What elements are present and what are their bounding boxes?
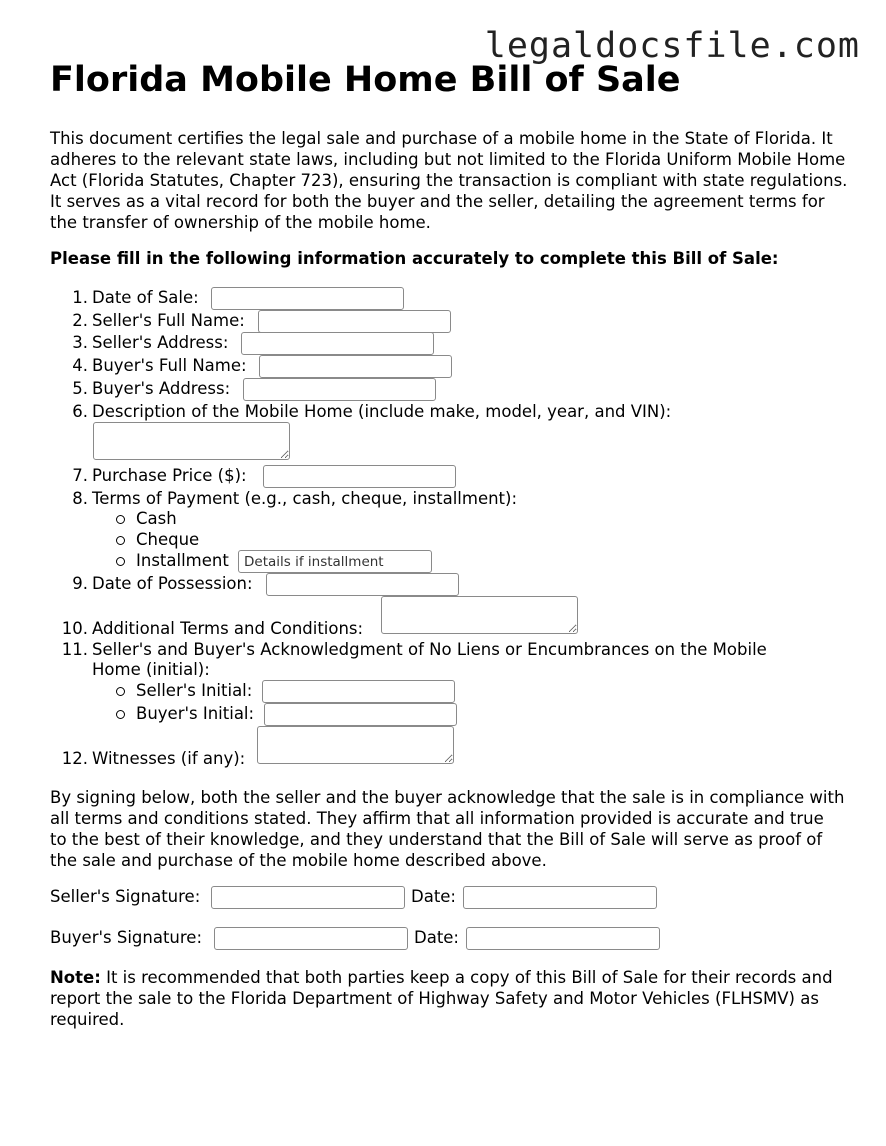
bullet-icon — [116, 536, 125, 545]
buyer-signature-label: Buyer's Signature: — [50, 928, 203, 947]
bullet-icon — [116, 557, 125, 566]
instruction-heading: Please fill in the following information accurately to complete this Bill of Sale: — [50, 249, 779, 268]
buyer-date-label: Date: — [414, 928, 459, 947]
buyer-name-input[interactable] — [259, 355, 452, 378]
note-text: It is recommended that both parties keep a copy of this Bill of Sale for their records and report the sale to the Florida Department of Highway Safety and Motor Vehicles (FLHSMV) as required. — [50, 968, 833, 1029]
bullet-icon — [116, 687, 125, 696]
date-of-possession-input[interactable] — [266, 573, 459, 596]
seller-date-input[interactable] — [463, 886, 657, 909]
buyer-initial-label: Buyer's Initial: — [136, 704, 255, 723]
bullet-icon — [116, 515, 125, 524]
note-paragraph — [50, 967, 845, 1030]
terms-of-payment-label: Terms of Payment (e.g., cash, cheque, installment): — [92, 489, 518, 508]
seller-signature-label: Seller's Signature: — [50, 887, 201, 906]
witnesses-label: Witnesses (if any): — [92, 749, 246, 768]
buyer-signature-input[interactable] — [214, 927, 408, 950]
buyer-address-label: Buyer's Address: — [92, 379, 231, 398]
purchase-price-label: Purchase Price ($): — [92, 466, 247, 485]
item-number-7: 7. — [72, 466, 88, 485]
buyer-date-input[interactable] — [466, 927, 660, 950]
item-number-3: 3. — [72, 333, 88, 352]
note-label: Note: — [50, 968, 101, 987]
seller-address-input[interactable] — [241, 332, 434, 355]
item-number-8: 8. — [72, 489, 88, 508]
payment-option-installment: Installment — [136, 551, 229, 570]
buyer-initial-input[interactable] — [264, 703, 457, 726]
item-number-5: 5. — [72, 379, 88, 398]
watermark: legaldocsfile.com — [484, 26, 860, 66]
seller-initial-label: Seller's Initial: — [136, 681, 253, 700]
payment-option-cash: Cash — [136, 509, 177, 528]
item-number-9: 9. — [72, 574, 88, 593]
acknowledgment-label: Seller's and Buyer's Acknowledgment of No Liens or Encumbrances on the Mobile — [92, 640, 767, 659]
item-number-2: 2. — [72, 311, 88, 330]
date-of-sale-input[interactable] — [211, 287, 404, 310]
item-number-4: 4. — [72, 356, 88, 375]
purchase-price-input[interactable] — [263, 465, 456, 488]
seller-name-input[interactable] — [258, 310, 451, 333]
buyer-address-input[interactable] — [243, 378, 436, 401]
closing-paragraph: By signing below, both the seller and the buyer acknowledge that the sale is in compliance with all terms and conditions stated. They affirm that all information provided is accurate and true to the best of their knowledge, and they understand that the Bill of Sale will serve as proof of the sale and purchase of the mobile home described above. — [50, 788, 845, 870]
item-number-10: 10. — [61, 619, 88, 638]
seller-signature-input[interactable] — [211, 886, 405, 909]
item-number-1: 1. — [72, 288, 88, 307]
acknowledgment-label-continued: Home (initial): — [92, 660, 210, 679]
buyer-name-label: Buyer's Full Name: — [92, 356, 247, 375]
date-of-sale-label: Date of Sale: — [92, 288, 199, 307]
bullet-icon — [116, 710, 125, 719]
item-number-12: 12. — [61, 749, 88, 768]
seller-date-label: Date: — [411, 887, 456, 906]
description-textarea[interactable] — [93, 422, 290, 460]
additional-terms-label: Additional Terms and Conditions: — [92, 619, 364, 638]
payment-option-cheque: Cheque — [136, 530, 200, 549]
date-of-possession-label: Date of Possession: — [92, 574, 253, 593]
seller-name-label: Seller's Full Name: — [92, 311, 245, 330]
page-title: Florida Mobile Home Bill of Sale — [50, 60, 681, 100]
description-label: Description of the Mobile Home (include make, model, year, and VIN): — [92, 402, 672, 421]
additional-terms-textarea[interactable] — [381, 596, 578, 634]
installment-details-input[interactable] — [238, 550, 432, 573]
seller-initial-input[interactable] — [262, 680, 455, 703]
intro-paragraph: This document certifies the legal sale and purchase of a mobile home in the State of Florida. It adheres to the relevant state laws, including but not limited to the Florida Uniform Mobile Home Act (Florida Statutes, Chapter 723), ensuring the transaction is compliant with state regulations. It serves as a vital record for both the buyer and the seller, detailing the agreement terms for the transfer of ownership of the mobile home. — [50, 129, 848, 232]
item-number-11: 11. — [61, 640, 88, 659]
witnesses-textarea[interactable] — [257, 726, 454, 764]
seller-address-label: Seller's Address: — [92, 333, 229, 352]
item-number-6: 6. — [72, 402, 88, 421]
